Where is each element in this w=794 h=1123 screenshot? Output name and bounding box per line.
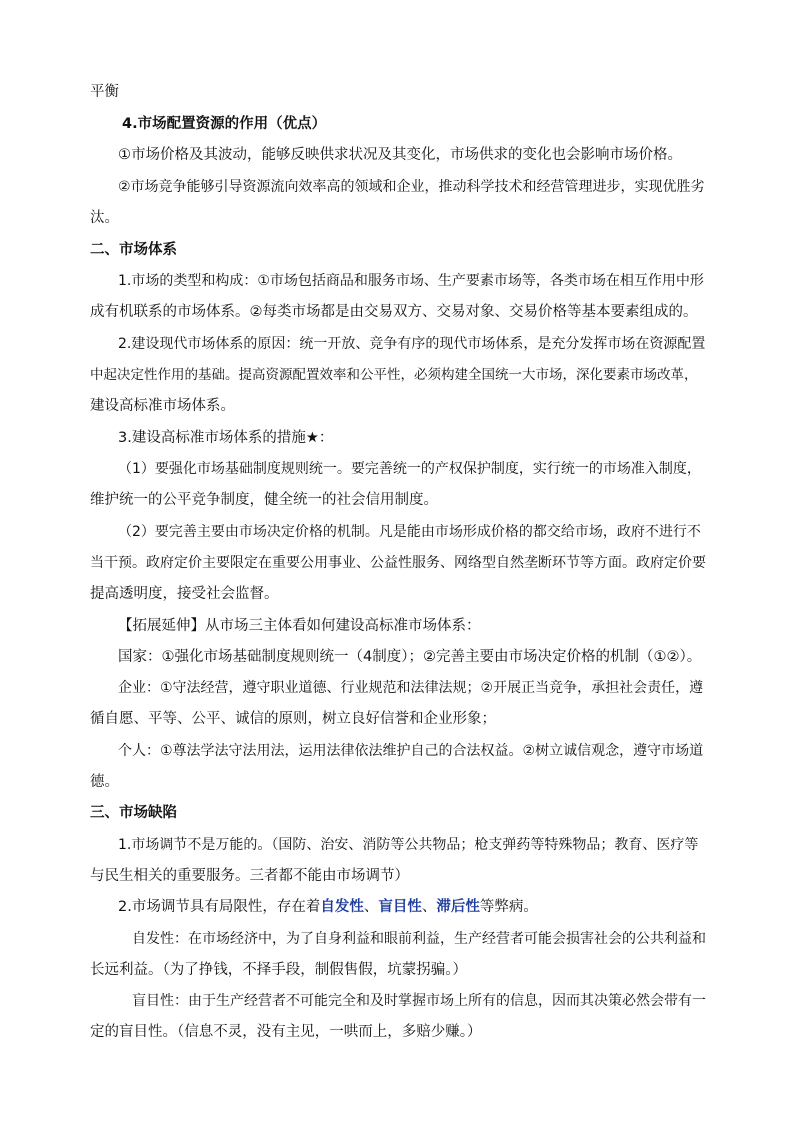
section-heading: 三、市场缺陷	[90, 805, 177, 821]
extension-heading: 【拓展延伸】从市场三主体看如何建设高标准市场体系：	[118, 618, 481, 634]
paragraph-line: 维护统一的公平竞争制度，健全统一的社会信用制度。	[90, 492, 438, 508]
paragraph-line: 当干预。政府定价主要限定在重要公用事业、公益性服务、网络型自然垄断环节等方面。政府定价要	[90, 555, 706, 571]
paragraph-line: 自发性：在市场经济中，为了自身利益和眼前利益，生产经营者可能会损害社会的公共利益和	[132, 931, 706, 947]
paragraph-line: 建设高标准市场体系。	[90, 398, 235, 414]
text-run: 等弊病。	[479, 899, 538, 915]
section-heading: 二、市场体系	[90, 242, 177, 258]
paragraph-line: （1）要强化市场基础制度规则统一。要完善统一的产权保护制度，实行统一的市场准入制度，	[118, 461, 701, 477]
paragraph-line: 企业：①守法经营，遵守职业道德、行业规范和法律法规；②开展正当竞争，承担社会责任，遵	[118, 680, 704, 696]
paragraph-line	[118, 897, 538, 917]
paragraph-line: ①市场价格及其波动，能够反映供求状况及其变化，市场供求的变化也会影响市场价格。	[118, 147, 682, 163]
highlight-term: 滞后性	[436, 899, 480, 915]
paragraph-line: 长远利益。（为了挣钱，不择手段，制假售假，坑蒙拐骗。）	[90, 962, 467, 978]
paragraph-line: 成有机联系的市场体系。②每类市场都是由交易双方、交易对象、交易价格等基本要素组成的。	[90, 304, 698, 320]
paragraph-line: 1.市场的类型和构成：①市场包括商品和服务市场、生产要素市场等，各类市场在相互作用中形	[118, 273, 704, 289]
paragraph-line: 中起决定性作用的基础。提高资源配置效率和公平性，必须构建全国统一大市场，深化要素市场改革，	[90, 367, 698, 383]
paragraph-line: 个人：①尊法学法守法用法，运用法律依法维护自己的合法权益。②树立诚信观念，遵守市场道	[118, 743, 704, 759]
paragraph-line: ②市场竞争能够引导资源流向效率高的领域和企业，推动科学技术和经营管理进步，实现优胜劣	[118, 179, 705, 195]
separator: 、	[363, 899, 379, 915]
paragraph-line: 汰。	[90, 210, 119, 226]
paragraph-line: 盲目性：由于生产经营者不可能完全和及时掌握市场上所有的信息，因而其决策必然会带有一	[132, 993, 706, 1009]
paragraph-line: 与民生相关的重要服务。三者都不能由市场调节）	[90, 868, 409, 884]
paragraph-line: 循自愿、平等、公平、诚信的原则，树立良好信誉和企业形象；	[90, 711, 496, 727]
paragraph-line: 国家：①强化市场基础制度规则统一（4制度）；②完善主要由市场决定价格的机制（①②）。	[118, 649, 702, 665]
text-run: 2.市场调节具有局限性，存在着	[118, 899, 321, 915]
paragraph-line: （2）要完善主要由市场决定价格的机制。凡是能由市场形成价格的都交给市场，政府不进行不	[118, 524, 701, 540]
paragraph-line: 1.市场调节不是万能的。（国防、治安、消防等公共物品；枪支弹药等特殊物品；教育、医疗等	[118, 837, 699, 853]
section-heading: 4.市场配置资源的作用（优点）	[122, 116, 327, 132]
paragraph-line: 提高透明度，接受社会监督。	[90, 586, 279, 602]
paragraph-line: 2.建设现代市场体系的原因：统一开放、竞争有序的现代市场体系，是充分发挥市场在资源配置	[118, 336, 706, 352]
highlight-term: 自发性	[320, 899, 364, 915]
highlight-term: 盲目性	[378, 899, 422, 915]
paragraph-line: 平衡	[90, 84, 119, 100]
separator: 、	[421, 899, 437, 915]
paragraph-line: 德。	[90, 774, 119, 790]
paragraph-line: 定的盲目性。（信息不灵，没有主见，一哄而上，多赔少赚。）	[90, 1024, 482, 1040]
paragraph-line: 3.建设高标准市场体系的措施★：	[118, 430, 334, 446]
